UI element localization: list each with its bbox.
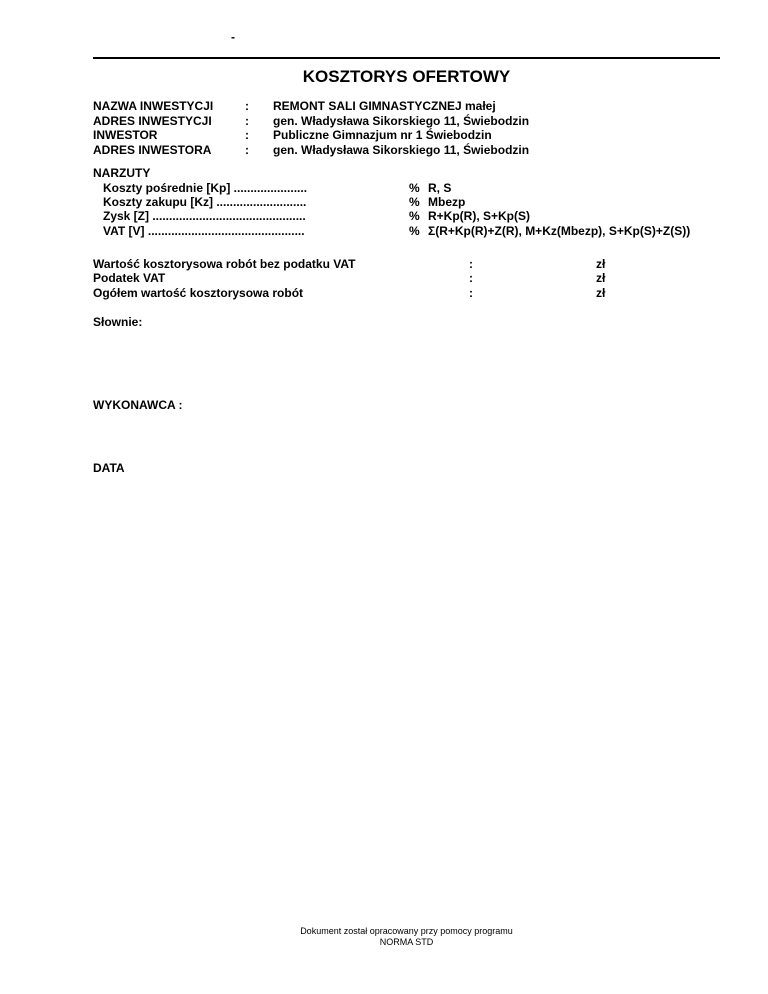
summary-colon: : (469, 286, 473, 300)
slownie-label: Słownie: (93, 315, 143, 329)
data-label: DATA (93, 461, 125, 475)
summary-row-total (93, 286, 653, 301)
info-colon: : (245, 114, 249, 128)
page-title: KOSZTORYS OFERTOWY (302, 67, 511, 86)
header-dash: - (231, 30, 235, 44)
footer-note (0, 926, 768, 948)
narzuty-row-kz (93, 195, 733, 210)
narzuty-label: Koszty pośrednie [Kp] ...................... (103, 181, 308, 195)
info-row-investment-address (93, 114, 720, 129)
summary-row-net-value (93, 257, 653, 272)
narzuty-formula: R+Kp(R), S+Kp(S) (428, 209, 530, 223)
narzuty-row-kp (93, 181, 733, 196)
info-value: gen. Władysława Sikorskiego 11, Świebodzin (273, 143, 530, 157)
summary-colon: : (469, 257, 473, 271)
header-rule (93, 57, 720, 59)
summary-unit: zł (596, 257, 606, 271)
summary-colon: : (469, 271, 473, 285)
summary-row-vat (93, 271, 653, 286)
narzuty-row-zysk (93, 209, 733, 224)
info-value: REMONT SALI GIMNASTYCZNEJ małej (273, 99, 496, 113)
info-value: Publiczne Gimnazjum nr 1 Świebodzin (273, 128, 492, 142)
info-label: INWESTOR (93, 128, 158, 142)
info-row-investor-address (93, 143, 720, 158)
narzuty-percent: % (409, 195, 420, 209)
footer-line-1: Dokument został opracowany przy pomocy programu (300, 926, 513, 936)
info-colon: : (245, 143, 249, 157)
narzuty-percent: % (409, 224, 420, 238)
summary-unit: zł (596, 286, 606, 300)
narzuty-formula: R, S (428, 181, 452, 195)
footer-line-2: NORMA STD (379, 937, 434, 947)
summary-label: Podatek VAT (93, 271, 166, 285)
narzuty-heading: NARZUTY (93, 166, 151, 180)
info-colon: : (245, 99, 249, 113)
narzuty-formula: Σ(R+Kp(R)+Z(R), M+Kz(Mbezp), S+Kp(S)+Z(S)) (428, 224, 691, 238)
narzuty-percent: % (409, 209, 420, 223)
summary-label: Ogółem wartość kosztorysowa robót (93, 286, 304, 300)
wykonawca-label: WYKONAWCA : (93, 398, 183, 412)
info-row-investment-name (93, 99, 720, 114)
summary-unit: zł (596, 271, 606, 285)
narzuty-label: Zysk [Z] .............................................. (103, 209, 306, 223)
info-label: ADRES INWESTORA (93, 143, 212, 157)
info-row-investor (93, 128, 720, 143)
narzuty-percent: % (409, 181, 420, 195)
info-colon: : (245, 128, 249, 142)
narzuty-row-vat (93, 224, 733, 239)
narzuty-label: Koszty zakupu [Kz] ........................... (103, 195, 307, 209)
summary-label: Wartość kosztorysowa robót bez podatku VAT (93, 257, 356, 271)
info-label: NAZWA INWESTYCJI (93, 99, 214, 113)
narzuty-label: VAT [V] ............................................... (103, 224, 305, 238)
narzuty-formula: Mbezp (428, 195, 466, 209)
info-value: gen. Władysława Sikorskiego 11, Świebodzin (273, 114, 530, 128)
info-label: ADRES INWESTYCJI (93, 114, 212, 128)
